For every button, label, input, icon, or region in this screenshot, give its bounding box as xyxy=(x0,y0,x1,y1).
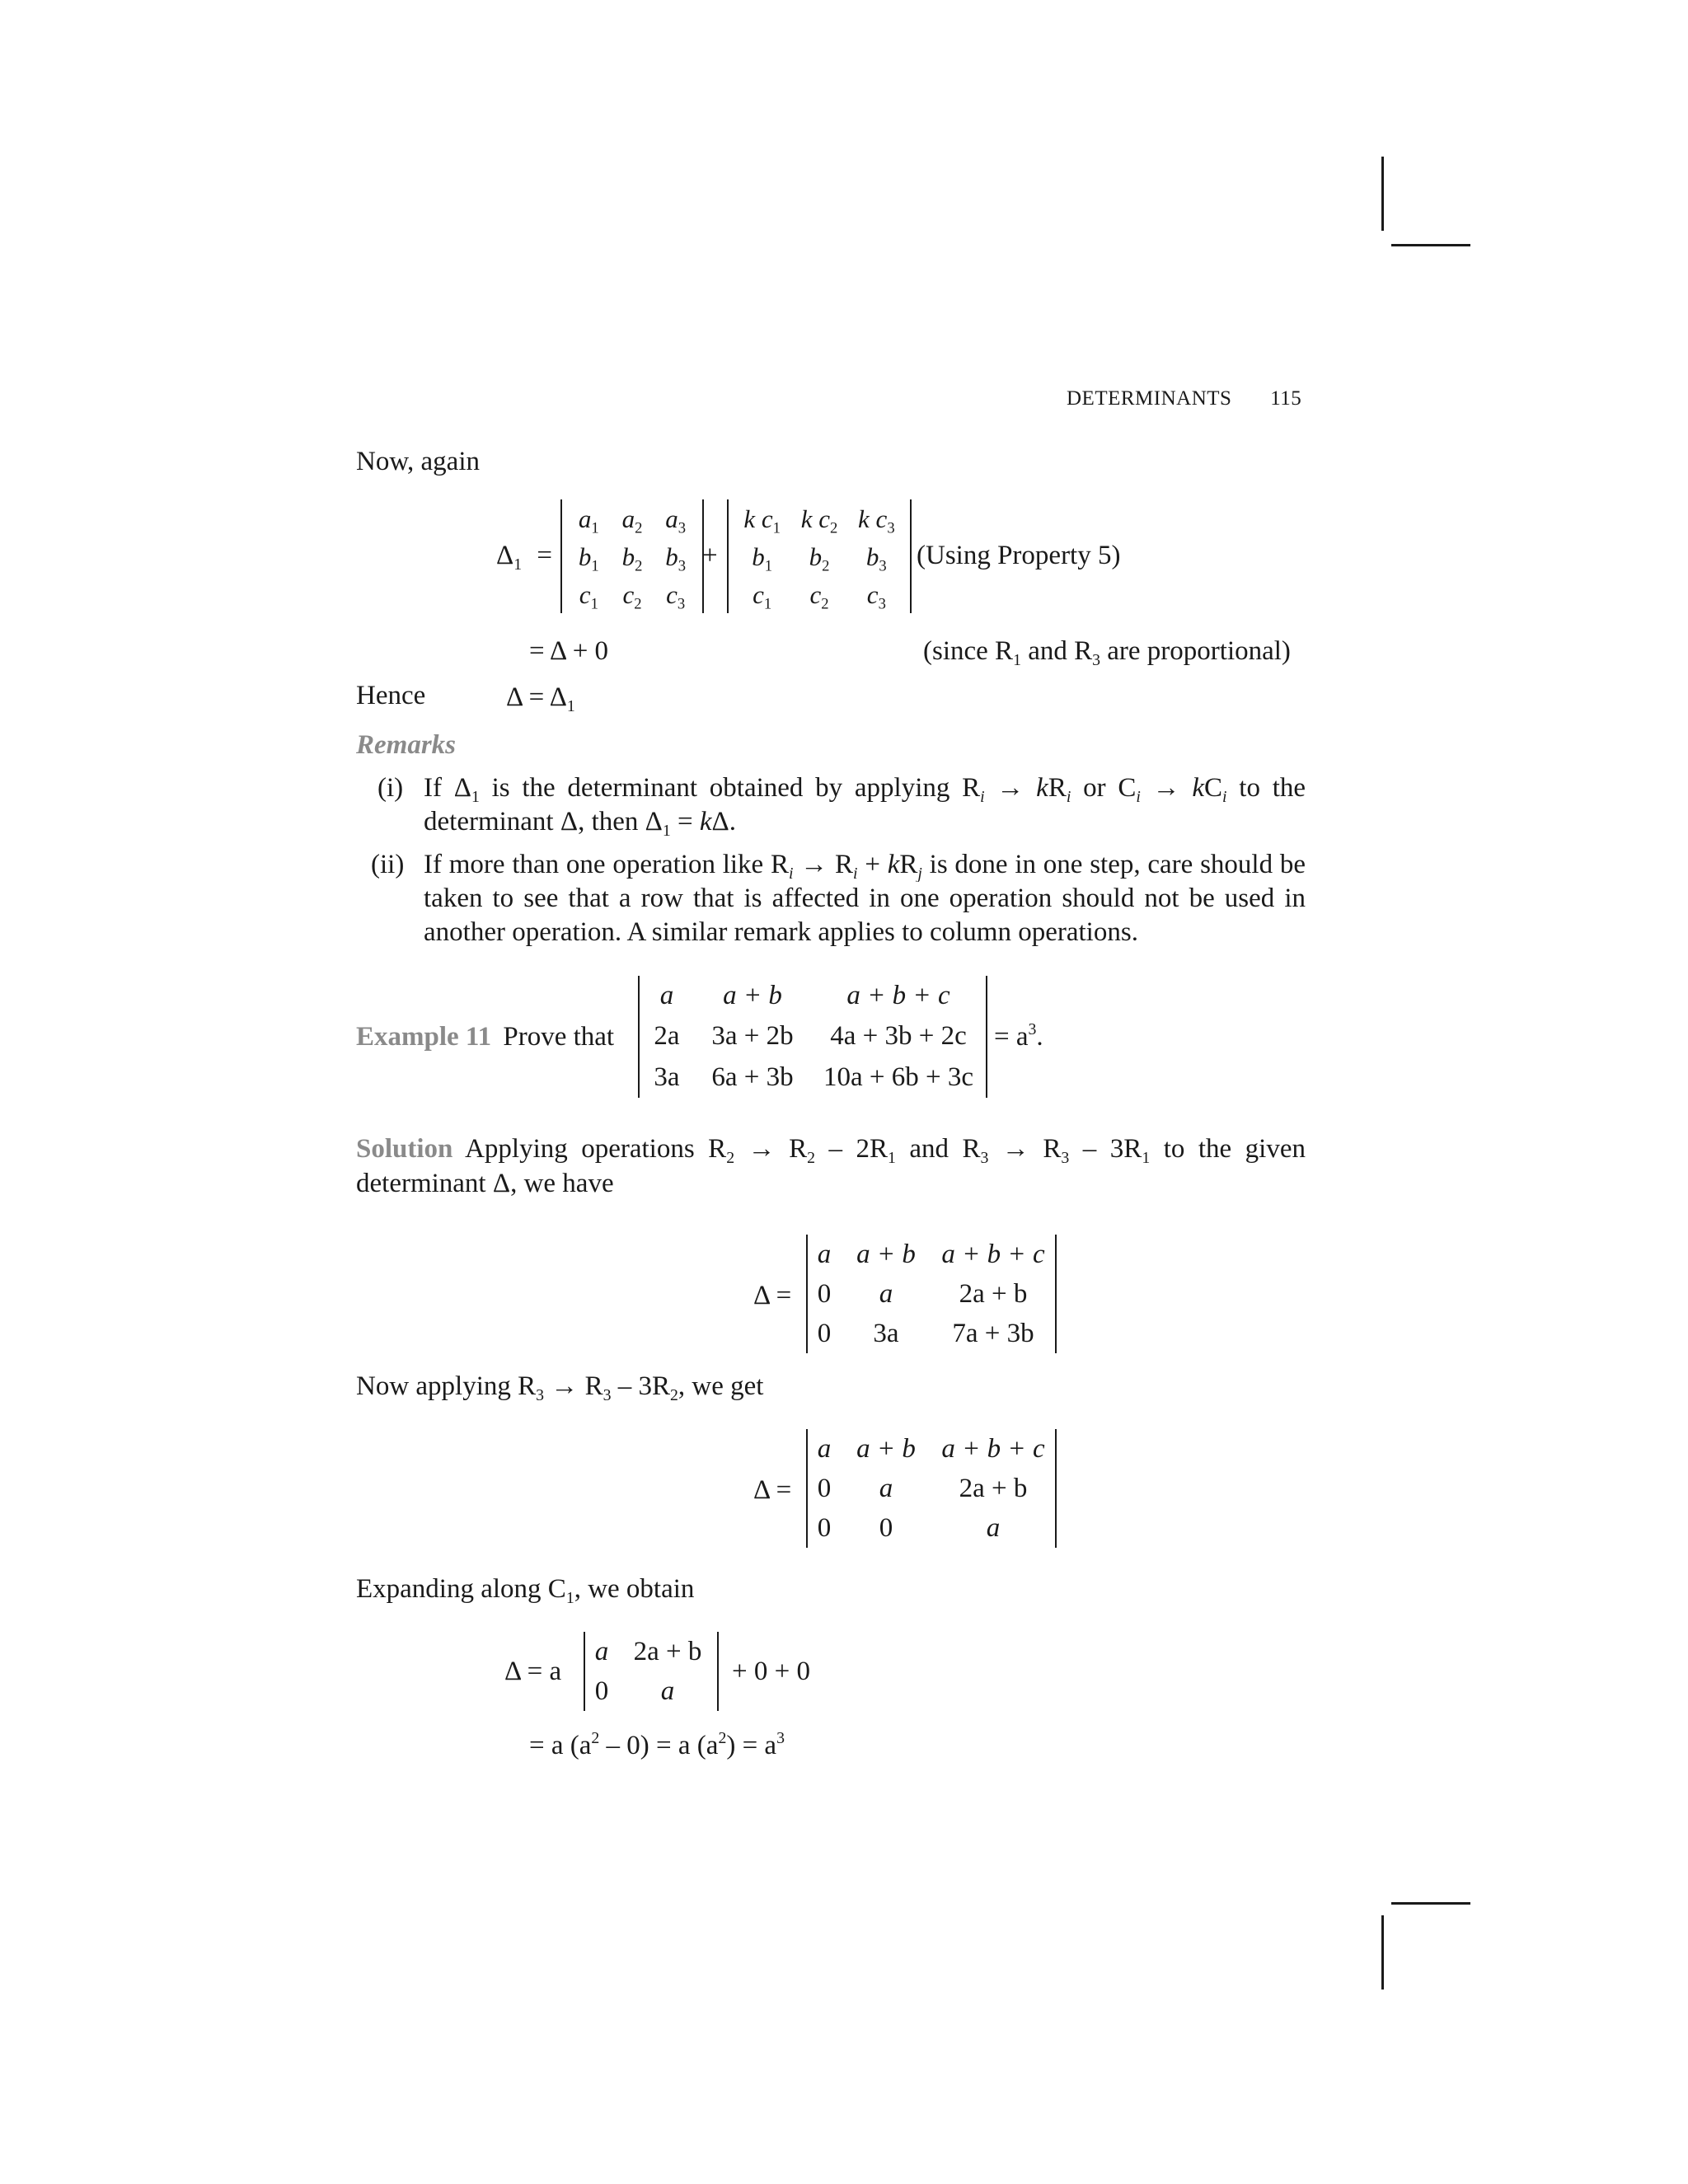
det-cell: 3a xyxy=(654,1062,680,1092)
det1-matrix xyxy=(806,1235,1057,1353)
step3-text: Expanding along $C_1$, we obtain xyxy=(356,1574,695,1607)
crop-mark-bottom-horizontal xyxy=(1391,1902,1470,1905)
det-cell: $b_1$ xyxy=(752,541,773,574)
crop-mark-bottom-vertical xyxy=(1381,1915,1384,1990)
eq1-lhs: $\Delta_1$ = xyxy=(496,541,552,574)
example-rhs: = $a^3$. xyxy=(994,1020,1043,1052)
det-cell: 2a xyxy=(654,1021,680,1052)
eq1-note: (Using Property 5) xyxy=(917,541,1121,570)
det2-lhs: Δ = xyxy=(753,1475,792,1505)
eq2-expression: = Δ + 0 xyxy=(529,636,609,666)
det-cell: $b_3$ xyxy=(865,541,887,574)
det-cell: a + b + c xyxy=(941,1239,1045,1269)
det-cell: $a_3$ xyxy=(665,504,687,537)
det-cell: a xyxy=(594,1636,609,1666)
det3-tail: + 0 + 0 xyxy=(732,1657,810,1686)
eq1-determinant-a xyxy=(560,499,704,613)
remark-2-text-line2: taken to see that a row that is affected in one operation should not be used in xyxy=(424,883,1306,913)
page-number: 115 xyxy=(1270,387,1302,410)
det-cell: 3a xyxy=(873,1318,899,1348)
det-cell: $c_1$ xyxy=(579,579,598,612)
det-cell: a xyxy=(879,1278,893,1309)
det2-matrix xyxy=(806,1429,1057,1548)
hence-expression: $\Delta = \Delta_1$ xyxy=(506,682,575,715)
det-cell: a xyxy=(659,981,674,1011)
det-cell: $c_2$ xyxy=(622,579,642,612)
det-cell: 0 xyxy=(817,1318,832,1348)
det3-lhs: Δ = a xyxy=(504,1657,562,1686)
det1-lhs: Δ = xyxy=(753,1281,792,1310)
eq1-determinant-b xyxy=(727,499,912,613)
det-cell: k $c_3$ xyxy=(858,504,895,537)
det-cell: $b_2$ xyxy=(809,541,830,574)
solution-line2: determinant Δ, we have xyxy=(356,1169,614,1198)
det-cell: 0 xyxy=(817,1278,832,1309)
step2-text: Now applying $R_3 \to R_3 - 3R_2$, we get xyxy=(356,1371,764,1404)
det-cell: $c_3$ xyxy=(666,579,686,612)
example-11-label: Example 11 Prove that xyxy=(356,1022,615,1052)
det-cell: $c_3$ xyxy=(866,579,886,612)
det-cell: k $c_1$ xyxy=(743,504,781,537)
remark-2-text-line3: another operation. A similar remark applies to column operations. xyxy=(424,917,1138,947)
crop-mark-top-horizontal xyxy=(1391,244,1470,246)
det-cell: $b_2$ xyxy=(621,541,643,574)
det-cell: 4a + 3b + 2c xyxy=(830,1021,967,1052)
det-cell: 3a + 2b xyxy=(711,1021,794,1052)
eq1-plus: + xyxy=(702,541,718,570)
det-cell: $a_2$ xyxy=(621,504,643,537)
final-result: = a $(a^2 - 0) = a$ $(a^2) = a^3$ xyxy=(529,1729,785,1760)
intro-line: Now, again xyxy=(356,447,480,476)
eq2-note: (since $R_1$ and $R_3$ are proportional) xyxy=(923,636,1291,669)
det-cell: 2a + b xyxy=(959,1278,1028,1309)
det-cell: a xyxy=(660,1675,675,1706)
det-cell: a + b xyxy=(856,1433,916,1464)
det-cell: a xyxy=(817,1239,832,1269)
det-cell: 7a + 3b xyxy=(952,1318,1034,1348)
det-cell: a + b + c xyxy=(846,981,950,1011)
det-cell: 6a + 3b xyxy=(711,1062,794,1092)
det-cell: 0 xyxy=(879,1512,893,1543)
det-cell: 2a + b xyxy=(633,1636,702,1666)
remark-1-text-line2: determinant Δ, then $\Delta_1 = k\Delta$. xyxy=(424,807,737,840)
det-cell: 10a + 6b + 3c xyxy=(823,1062,973,1092)
det-cell: 2a + b xyxy=(959,1473,1028,1503)
hence-label: Hence xyxy=(356,681,426,710)
det-cell: 0 xyxy=(817,1512,832,1543)
det3-matrix xyxy=(584,1632,719,1711)
running-header xyxy=(1067,387,1301,410)
det-cell: a + b xyxy=(856,1239,916,1269)
remark-2-text: If more than one operation like $R_i \to R_i + kR_j$ is done in one step, care should be xyxy=(424,850,1306,882)
remark-2-marker: (ii) xyxy=(371,850,405,879)
example-determinant xyxy=(638,976,987,1098)
det-cell: a xyxy=(817,1433,832,1464)
running-title: DETERMINANTS xyxy=(1067,387,1232,410)
det-cell: $a_1$ xyxy=(578,504,599,537)
det-cell: a xyxy=(879,1473,893,1503)
det-cell: 0 xyxy=(594,1675,609,1706)
det-cell: a xyxy=(986,1512,1001,1543)
det-cell: $c_2$ xyxy=(809,579,829,612)
remark-1-text: If $\Delta_1$ is the determinant obtained by applying $R_i \to kR_i$ or $C_i \to kC_i$ to the xyxy=(424,773,1306,805)
crop-mark-top-vertical xyxy=(1381,157,1384,231)
det-cell: 0 xyxy=(817,1473,832,1503)
det-cell: $c_1$ xyxy=(753,579,772,612)
det-cell: a + b + c xyxy=(941,1433,1045,1464)
solution-line1: Solution Applying operations $R_2 \to R_2 - 2R_1$ and $R_3 \to R_3 - 3R_1$ to the given xyxy=(356,1134,1306,1166)
remarks-heading: Remarks xyxy=(356,730,457,760)
det-cell: a + b xyxy=(723,981,782,1011)
det-cell: $b_3$ xyxy=(665,541,687,574)
det-cell: k $c_2$ xyxy=(800,504,838,537)
remark-1-marker: (i) xyxy=(377,773,404,803)
det-cell: $b_1$ xyxy=(578,541,599,574)
